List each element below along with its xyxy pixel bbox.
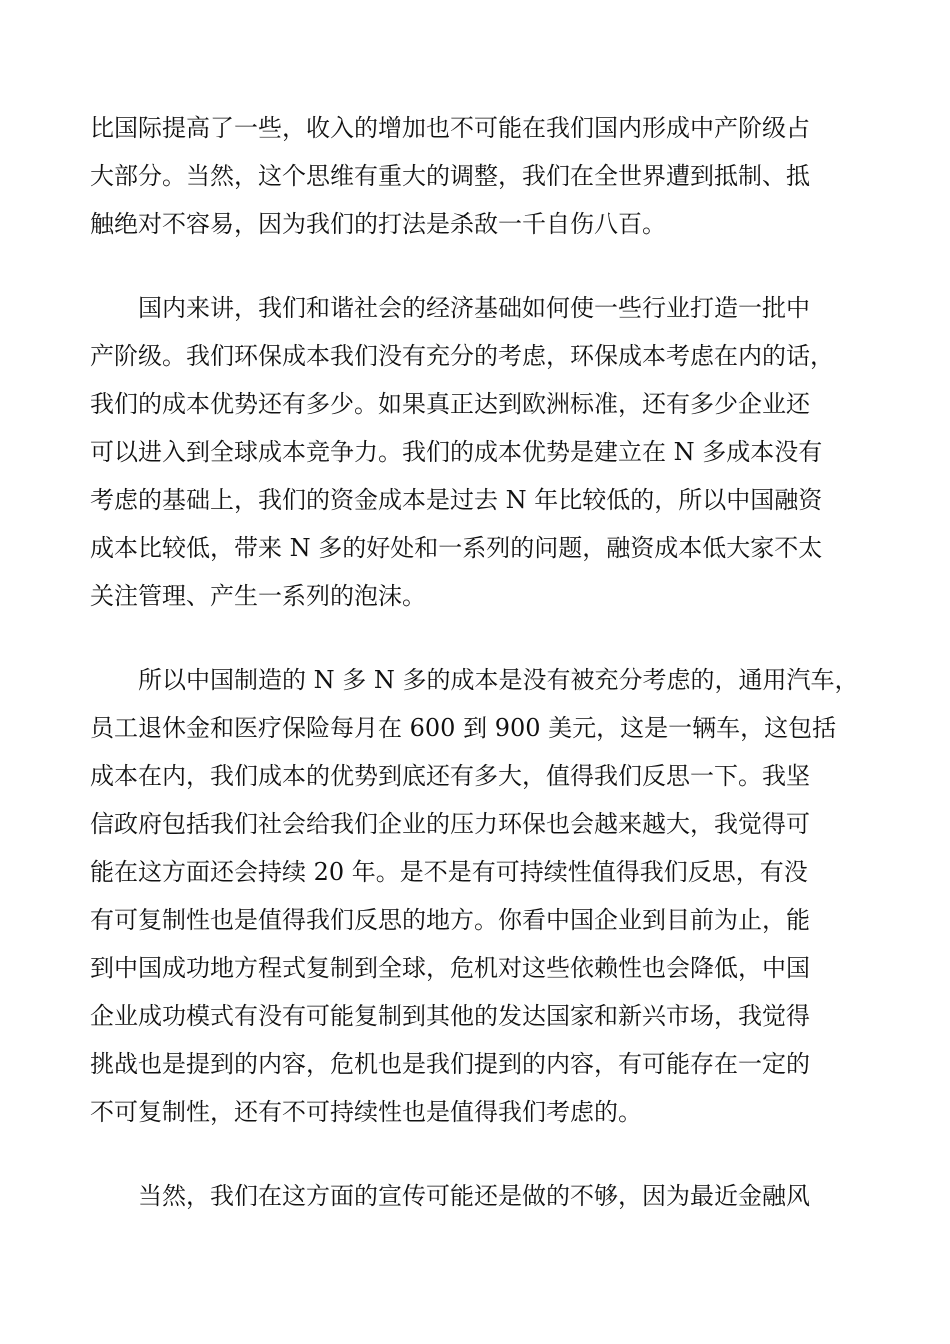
text-line: 关注管理、产生一系列的泡沫。 (90, 582, 426, 610)
text-line: 能在这方面还会持续 20 年。是不是有可持续性值得我们反思，有没 (90, 858, 808, 886)
text-line: 当然，我们在这方面的宣传可能还是做的不够，因为最近金融风 (138, 1182, 810, 1210)
text-line: 挑战也是提到的内容，危机也是我们提到的内容，有可能存在一定的 (90, 1050, 810, 1078)
paragraph-2 (90, 284, 865, 620)
text-line: 成本比较低，带来 N 多的好处和一系列的问题，融资成本低大家不太 (90, 534, 823, 562)
text-line: 有可复制性也是值得我们反思的地方。你看中国企业到目前为止，能 (90, 906, 810, 934)
text-line: 可以进入到全球成本竞争力。我们的成本优势是建立在 N 多成本没有 (90, 438, 823, 466)
paragraph-1 (90, 104, 865, 248)
text-line: 信政府包括我们社会给我们企业的压力环保也会越来越大，我觉得可 (90, 810, 810, 838)
text-line: 所以中国制造的 N 多 N 多的成本是没有被充分考虑的，通用汽车， (138, 666, 859, 694)
text-line: 产阶级。我们环保成本我们没有充分的考虑，环保成本考虑在内的话， (90, 342, 834, 370)
paragraph-3 (90, 656, 865, 1136)
text-line: 不可复制性，还有不可持续性也是值得我们考虑的。 (90, 1098, 642, 1126)
text-line: 比国际提高了一些，收入的增加也不可能在我们国内形成中产阶级占 (90, 114, 810, 142)
text-line: 员工退休金和医疗保险每月在 600 到 900 美元，这是一辆车，这包括 (90, 714, 837, 742)
document-page (90, 104, 865, 1256)
text-line: 我们的成本优势还有多少。如果真正达到欧洲标准，还有多少企业还 (90, 390, 810, 418)
text-line: 成本在内，我们成本的优势到底还有多大，值得我们反思一下。我坚 (90, 762, 810, 790)
text-line: 国内来讲，我们和谐社会的经济基础如何使一些行业打造一批中 (138, 294, 810, 322)
text-line: 到中国成功地方程式复制到全球，危机对这些依赖性也会降低，中国 (90, 954, 810, 982)
text-line: 企业成功模式有没有可能复制到其他的发达国家和新兴市场，我觉得 (90, 1002, 810, 1030)
text-line: 大部分。当然，这个思维有重大的调整，我们在全世界遭到抵制、抵 (90, 162, 810, 190)
text-line: 考虑的基础上，我们的资金成本是过去 N 年比较低的，所以中国融资 (90, 486, 823, 514)
text-line: 触绝对不容易，因为我们的打法是杀敌一千自伤八百。 (90, 210, 666, 238)
paragraph-4 (90, 1172, 865, 1220)
